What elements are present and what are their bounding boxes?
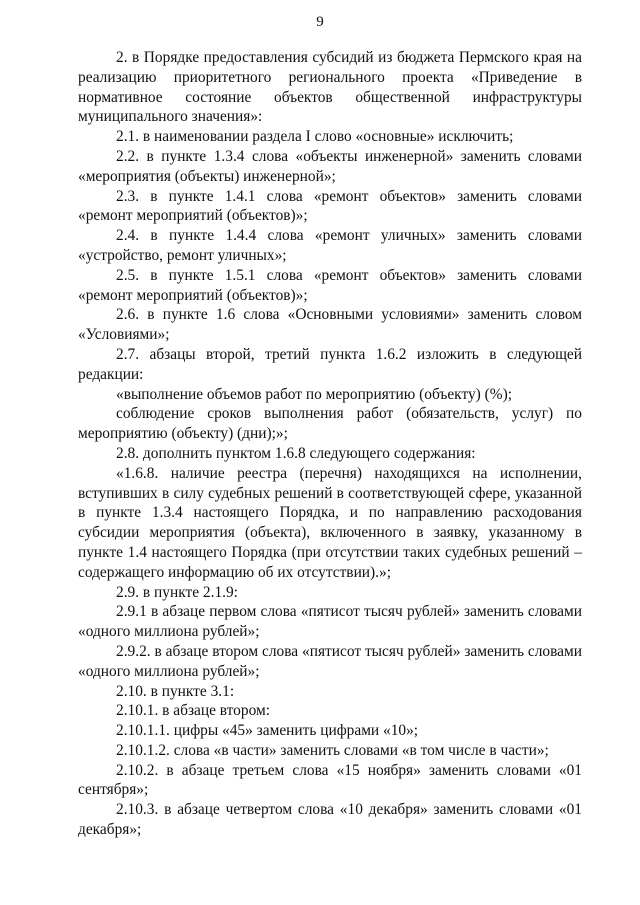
paragraph-2-10-1-1: 2.10.1.1. цифры «45» заменить цифрами «10»; [116,722,419,740]
paragraph-2-1: 2.1. в наименовании раздела I слово «основные» исключить; [116,128,514,146]
paragraph-2-2: 2.2. в пункте 1.3.4 слова «объекты инженерной» заменить словами «мероприятия (объекты) инженерной»; [78,147,582,185]
paragraph-1-6-8: «1.6.8. наличие реестра (перечня) находящихся на исполнении, вступивших в силу судебных решений в соответствующей сфере, указанной в пункте 1.3.4 настоящего Порядка, и по направлению расходования субсидии мероприятия (объекта), включенного в заявку, указанному в пункте 1.4 настоящего Порядка (при отсутствии таких судебных решений – содержащего информацию об их отсутствии).»; [78,464,582,581]
paragraph-2-6: 2.6. в пункте 1.6 слова «Основными условиями» заменить словом «Условиями»; [78,306,582,344]
paragraph-2-10-2: 2.10.2. в абзаце третьем слова «15 ноября» заменить словами «01 сентября»; [78,761,582,799]
document-body [78,48,582,840]
paragraph-2-4: 2.4. в пункте 1.4.4 слова «ремонт уличных» заменить словами «устройство, ремонт уличных»; [78,227,582,264]
paragraph-2-9: 2.9. в пункте 2.1.9: [116,583,238,601]
paragraph-2-9-1: 2.9.1 в абзаце первом слова «пятисот тысяч рублей» заменить словами «одного миллиона рублей»; [78,603,582,641]
paragraph-2-8: 2.8. дополнить пунктом 1.6.8 следующего содержания: [116,444,476,462]
page-number: 9 [316,14,324,30]
paragraph-2-3: 2.3. в пункте 1.4.1 слова «ремонт объектов» заменить словами «ремонт мероприятий (объектов)»; [78,187,582,225]
paragraph-2-10-1-2: 2.10.1.2. слова «в части» заменить словами «в том числе в части»; [116,741,549,759]
paragraph-2-9-2: 2.9.2. в абзаце втором слова «пятисот тысяч рублей» заменить словами «одного миллиона рублей»; [78,642,582,680]
paragraph-2-7: 2.7. абзацы второй, третий пункта 1.6.2 изложить в следующей редакции: [78,345,582,383]
paragraph-2-10-1: 2.10.1. в абзаце втором: [116,702,270,720]
paragraph-2: 2. в Порядке предоставления субсидий из бюджета Пермского края на реализацию приоритетного регионального проекта «Приведение в нормативное состояние объектов общественной инфраструктуры муниципального значения»: [78,49,582,126]
paragraph-quote-2: соблюдение сроков выполнения работ (обязательств, услуг) по мероприятию (объекту) (дни);»; [78,405,582,443]
paragraph-quote-1: «выполнение объемов работ по мероприятию (объекту) (%); [116,385,512,403]
paragraph-2-5: 2.5. в пункте 1.5.1 слова «ремонт объектов» заменить словами «ремонт мероприятий (объектов)»; [78,266,582,304]
paragraph-2-10: 2.10. в пункте 3.1: [116,682,235,700]
paragraph-2-10-3: 2.10.3. в абзаце четвертом слова «10 декабря» заменить словами «01 декабря»; [78,801,582,839]
